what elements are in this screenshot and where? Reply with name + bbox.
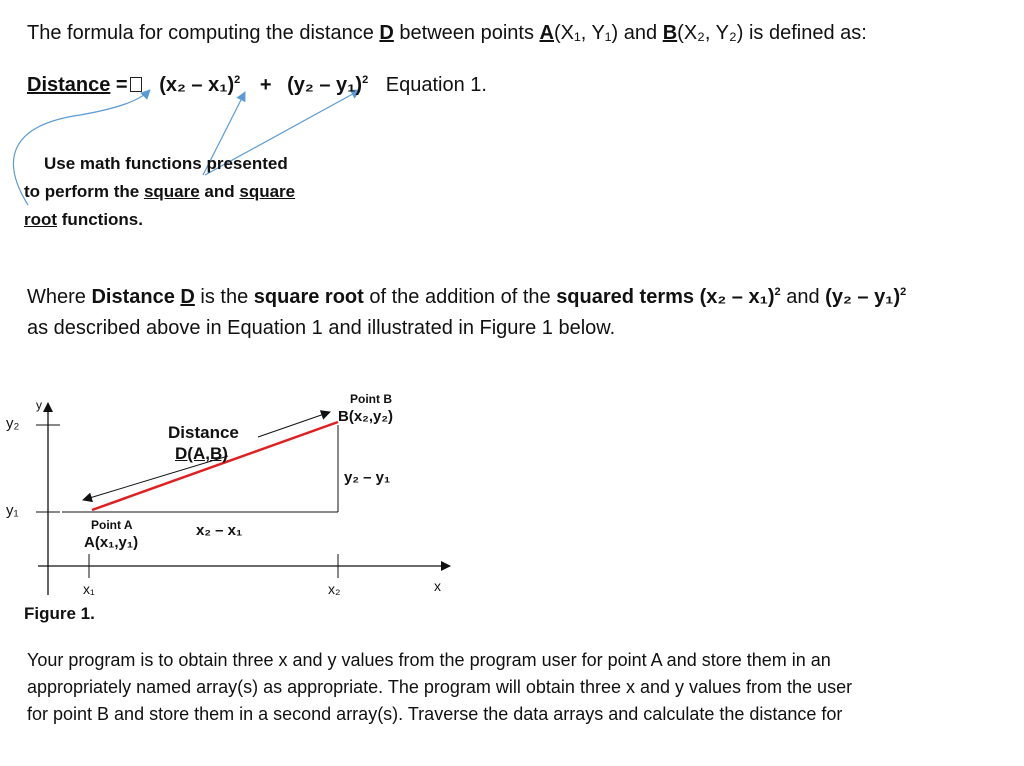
x2-label: x₂ xyxy=(328,581,341,597)
point-b-title: Point B xyxy=(350,392,392,406)
where-text-4: and xyxy=(780,286,826,308)
where-text-1: Where xyxy=(27,286,92,308)
intro-a-coords: (X₁, Y₁) and xyxy=(553,22,663,44)
note-line-2 xyxy=(24,182,295,202)
y1-label: y₁ xyxy=(6,502,19,519)
intro-text: The formula for computing the distance xyxy=(27,22,380,44)
note-and: and xyxy=(199,182,240,201)
where-squared-terms: squared terms (x₂ – x₁) xyxy=(556,286,775,308)
point-a-coords: A(x₁,y₁) xyxy=(84,534,139,551)
where-text-2: is the xyxy=(194,286,254,308)
body-line-3: for point B and store them in a second array(s). Traverse the data arrays and calculate the distance for xyxy=(27,704,843,724)
intro-text-2: between points xyxy=(393,22,540,44)
intro-point-b: B xyxy=(662,22,678,44)
where-line-1 xyxy=(27,286,906,309)
intro-point-a: A xyxy=(539,22,554,44)
where-text-3: of the addition of the xyxy=(363,286,557,308)
body-line-1: Your program is to obtain three x and y values from the program user for point A and store them in an xyxy=(27,650,831,670)
equation-sup-1: 2 xyxy=(234,74,241,86)
distance-label: Distance xyxy=(168,423,239,442)
where-distance: Distance xyxy=(91,286,181,308)
equation-line xyxy=(27,74,487,97)
where-d: D xyxy=(180,286,195,308)
intro-d: D xyxy=(379,22,394,44)
figure-caption: Figure 1. xyxy=(24,604,95,623)
note-line-3 xyxy=(24,210,143,230)
point-b-coords: B(x₂,y₂) xyxy=(338,408,394,425)
note-root: root xyxy=(24,210,58,229)
note-line-1: Use math functions presented xyxy=(44,154,288,173)
distance-arrow-b xyxy=(258,412,330,437)
intro-b-coords: (X₂, Y₂) is defined as: xyxy=(677,22,867,44)
note-square: square xyxy=(143,182,200,201)
missing-glyph-box xyxy=(130,77,142,92)
point-a-title: Point A xyxy=(91,518,133,532)
note-prefix: to perform the xyxy=(24,182,144,201)
where-line-2: as described above in Equation 1 and illustrated in Figure 1 below. xyxy=(27,317,616,339)
x1-label: x₁ xyxy=(83,581,95,597)
intro-line xyxy=(27,22,867,45)
dy-label: y₂ – y₁ xyxy=(344,469,391,486)
equation-name: Equation 1. xyxy=(385,74,487,96)
equation-equals: = xyxy=(110,74,128,96)
body-line-2: appropriately named array(s) as appropriate. The program will obtain three x and y values from the user xyxy=(27,677,853,697)
where-square-root: square root xyxy=(253,286,364,308)
equation-label: Distance xyxy=(27,74,111,96)
where-sup-1: 2 xyxy=(774,286,781,298)
equation-term-1: (x₂ – x₁) xyxy=(159,74,235,96)
y-axis-label: y xyxy=(36,398,42,412)
y2-label: y₂ xyxy=(6,415,20,432)
distance-sub-label: D(A,B) xyxy=(175,444,228,463)
equation-term-2: (y₂ – y₁) xyxy=(287,74,363,96)
equation-plus: + xyxy=(259,74,272,96)
note-rest: functions. xyxy=(57,210,143,229)
x-axis-label: x xyxy=(434,578,441,594)
dx-label: x₂ – x₁ xyxy=(196,522,243,539)
note-square-2: square xyxy=(239,182,296,201)
where-y-terms: (y₂ – y₁) xyxy=(825,286,901,308)
equation-sup-2: 2 xyxy=(362,74,369,86)
where-sup-2: 2 xyxy=(900,286,907,298)
